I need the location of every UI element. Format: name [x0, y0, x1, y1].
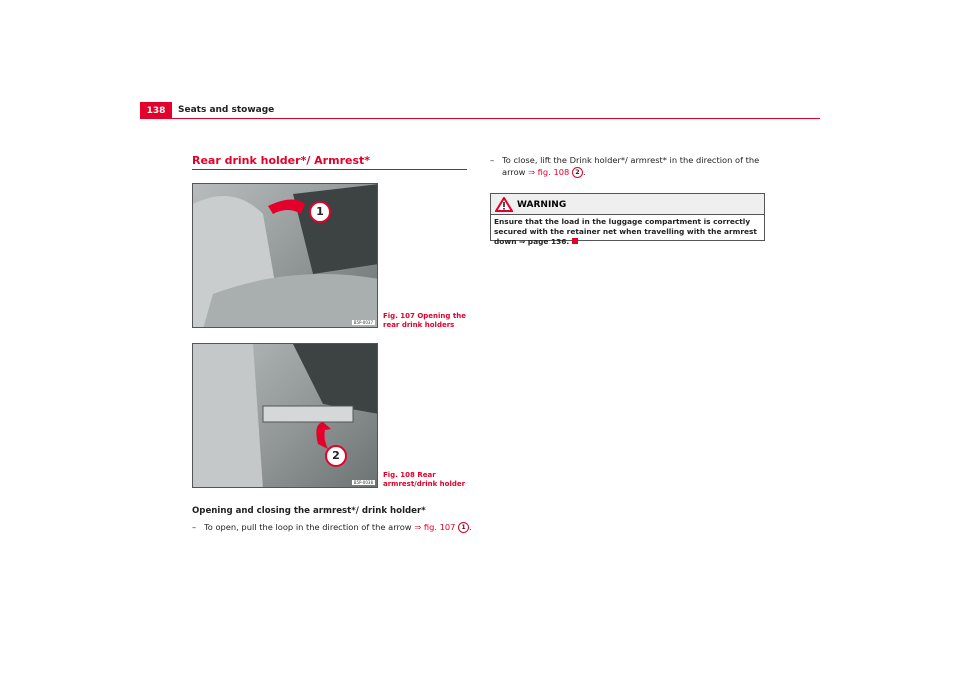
step-close: [490, 154, 775, 178]
callout-2: 2: [325, 445, 347, 467]
warning-box: [490, 193, 765, 246]
figure-107-image: [192, 183, 378, 328]
callout-ref: 2: [572, 167, 583, 178]
title-underline: [192, 169, 467, 170]
step-text: To open, pull the loop in the direction of the arrow: [204, 522, 412, 532]
warning-text: [491, 215, 764, 249]
warning-header: [491, 194, 764, 215]
figure-108-image: [192, 343, 378, 488]
figure-code: B5P-0037: [353, 320, 373, 325]
header-divider: [140, 118, 820, 119]
callout-1: 1: [309, 201, 331, 223]
figure-107-caption: Fig. 107 Opening the rear drink holders: [383, 312, 466, 329]
figure-code: B5P-0038: [353, 480, 373, 485]
figure-108-caption: Fig. 108 Rear armrest/drink holder: [383, 471, 466, 488]
dash: –: [192, 522, 197, 532]
callout-ref: 1: [458, 522, 469, 533]
dash: –: [490, 155, 495, 165]
step-text: To close, lift the Drink holder*/ armrest* in the direction of the: [502, 155, 760, 165]
seat-illustration: [193, 184, 378, 328]
step-text-cont: arrow: [502, 167, 526, 177]
end-marker-icon: [572, 238, 578, 244]
subheading: Opening and closing the armrest*/ drink holder*: [192, 506, 426, 516]
period: .: [469, 522, 472, 532]
warning-title: WARNING: [517, 200, 567, 210]
period: .: [582, 167, 586, 177]
fig-link[interactable]: ⇒ fig. 108: [528, 167, 570, 177]
armrest-illustration: [193, 344, 378, 488]
fig-link[interactable]: ⇒ fig. 107: [414, 522, 456, 532]
warning-body: Ensure that the load in the luggage compartment is correctly secured with the retainer net when travelling with the armrest down ⇒ page 136.: [494, 217, 757, 246]
warning-triangle-icon: [495, 197, 513, 212]
page-title: Rear drink holder*/ Armrest*: [192, 154, 371, 167]
section-title: Seats and stowage: [178, 105, 275, 115]
step-open: [192, 521, 472, 533]
page-number: 138: [140, 102, 172, 119]
